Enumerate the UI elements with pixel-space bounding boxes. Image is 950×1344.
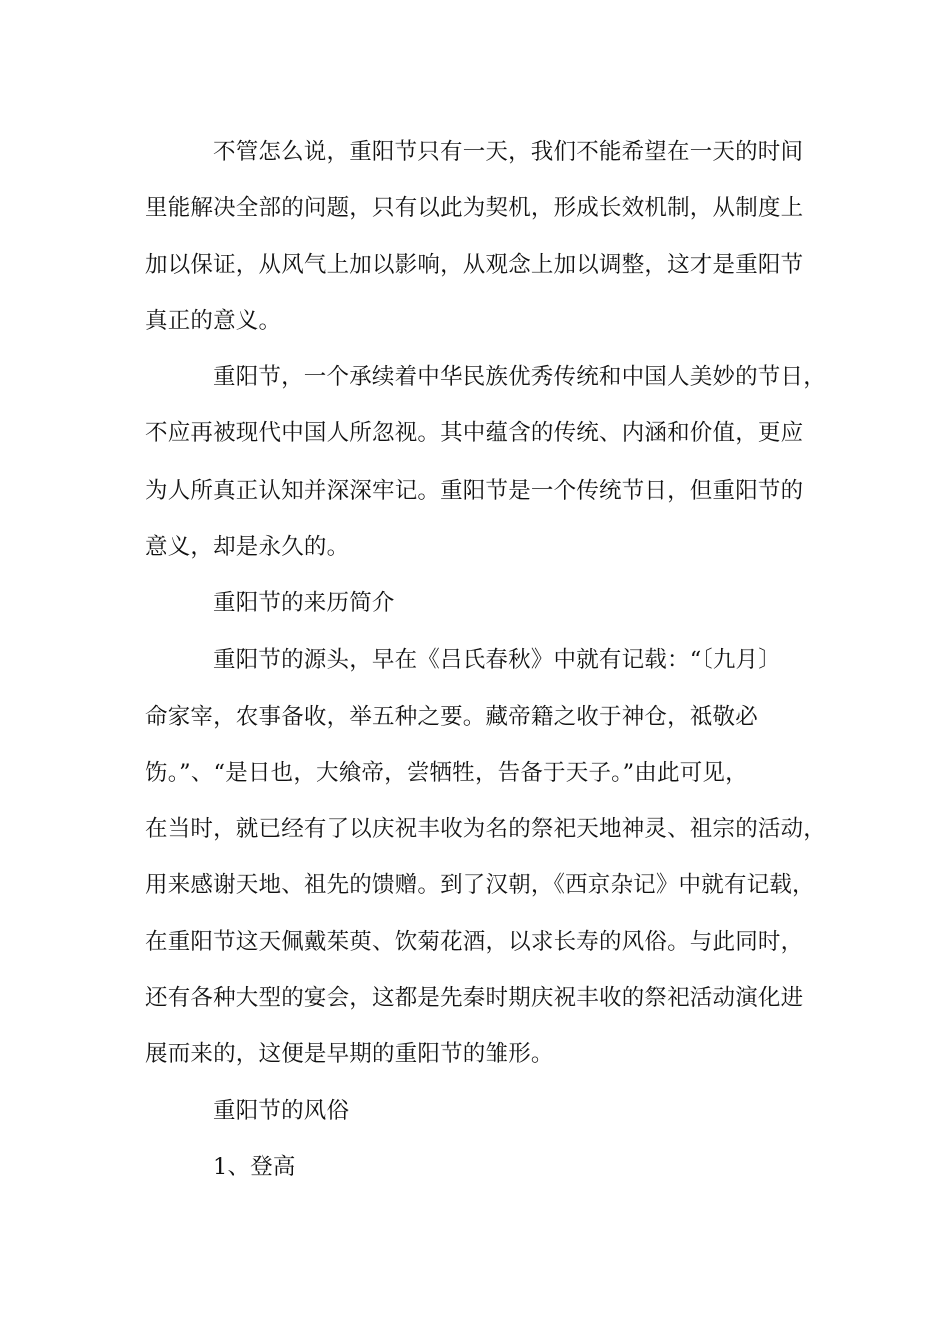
paragraph-2-line-4: 意义，却是永久的。 <box>145 534 350 560</box>
paragraph-1-line-2: 里能解决全部的问题，只有以此为契机，形成长效机制，从制度上 <box>145 195 804 221</box>
section-heading-customs: 重阳节的风俗 <box>213 1098 350 1124</box>
paragraph-2-line-1: 重阳节，一个承续着中华民族优秀传统和中国人美妙的节日， <box>213 364 826 390</box>
section-heading-origin: 重阳节的来历简介 <box>213 590 395 616</box>
paragraph-1-line-1: 不管怎么说，重阳节只有一天，我们不能希望在一天的时间 <box>213 139 804 165</box>
paragraph-1-line-3: 加以保证，从风气上加以影响，从观念上加以调整，这才是重阳节 <box>145 252 804 278</box>
paragraph-3-line-8: 展而来的，这便是早期的重阳节的雏形。 <box>145 1041 554 1067</box>
list-item-climbing: 1、登高 <box>213 1154 296 1180</box>
paragraph-2-line-2: 不应再被现代中国人所忽视。其中蕴含的传统、内涵和价值，更应 <box>145 420 804 446</box>
paragraph-3-line-6: 在重阳节这天佩戴茱萸、饮菊花酒，以求长寿的风俗。与此同时， <box>145 929 804 955</box>
paragraph-3-line-2: 命家宰，农事备收，举五种之要。藏帝籍之收于神仓，祗敬必 <box>145 704 758 730</box>
paragraph-3-line-3: 饬。”、“是日也，大飨帝，尝牺牲，告备于天子。”由此可见， <box>145 760 748 786</box>
paragraph-3-line-5: 用来感谢天地、祖先的馈赠。到了汉朝，《西京杂记》中就有记载， <box>145 872 815 898</box>
paragraph-1-line-4: 真正的意义。 <box>145 308 282 334</box>
paragraph-3-line-1: 重阳节的源头，早在《吕氏春秋》中就有记载：“〔九月〕 <box>213 647 781 673</box>
paragraph-2-line-3: 为人所真正认知并深深牢记。重阳节是一个传统节日，但重阳节的 <box>145 478 804 504</box>
paragraph-3-line-7: 还有各种大型的宴会，这都是先秦时期庆祝丰收的祭祀活动演化进 <box>145 985 804 1011</box>
paragraph-3-line-4: 在当时，就已经有了以庆祝丰收为名的祭祀天地神灵、祖宗的活动， <box>145 816 827 842</box>
